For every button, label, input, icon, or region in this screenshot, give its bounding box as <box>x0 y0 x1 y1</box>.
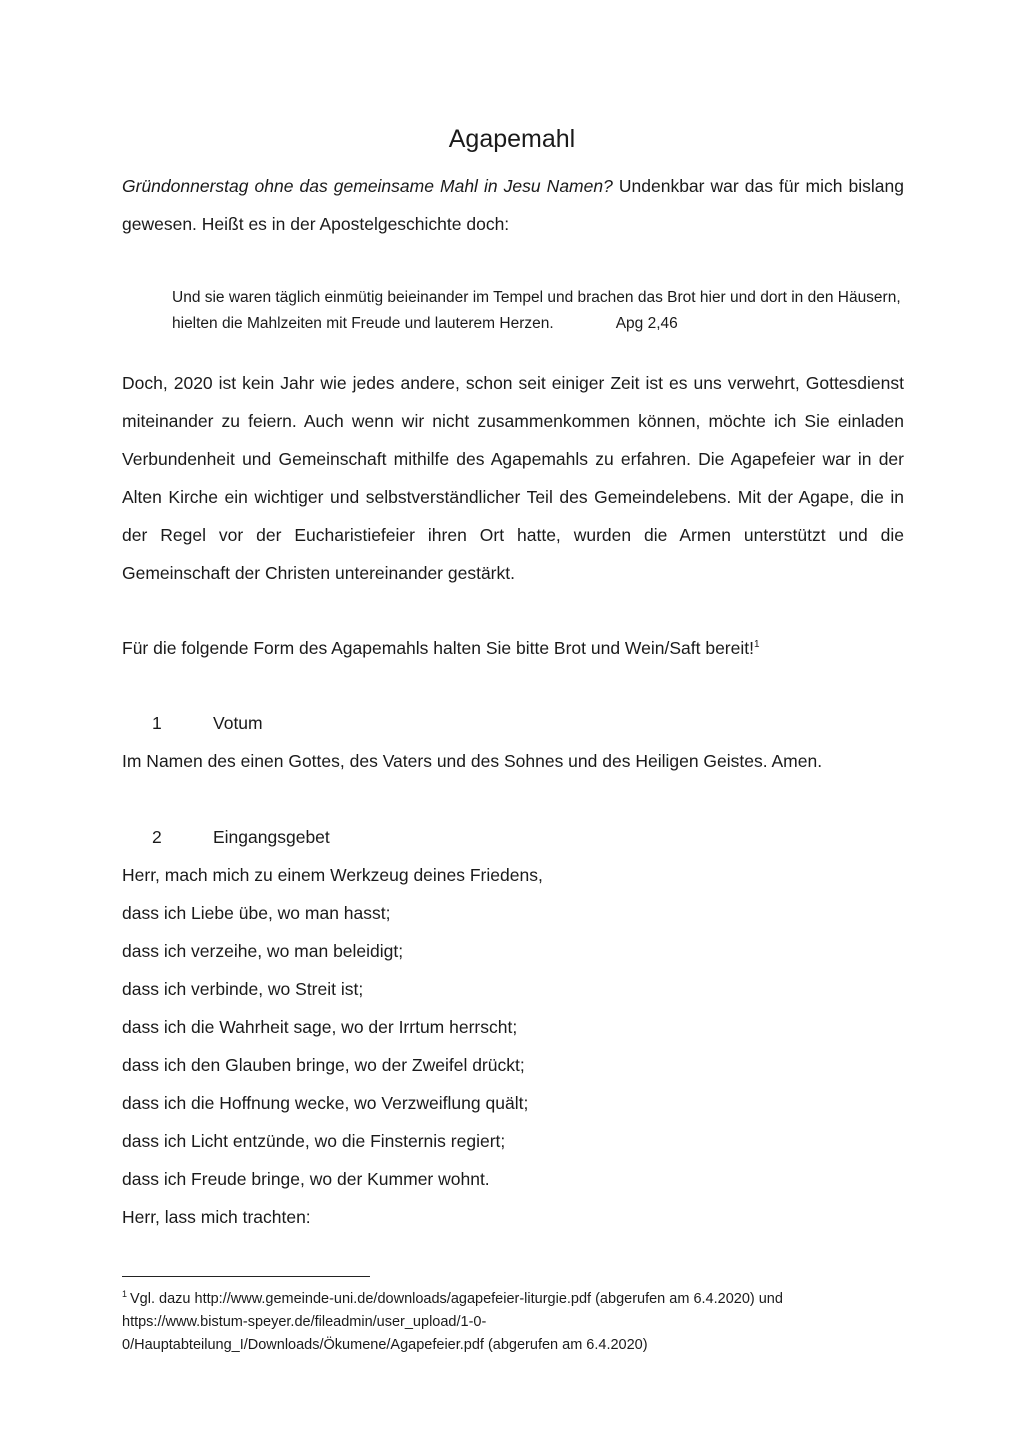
footnote-line: 0/Hauptabteilung_I/Downloads/Ökumene/Agapefeier.pdf (abgerufen am 6.4.2020) <box>122 1337 648 1353</box>
instruction-text: Für die folgende Form des Agapemahls halten Sie bitte Brot und Wein/Saft bereit! <box>122 638 754 658</box>
section-label: Eingangsgebet <box>213 827 330 847</box>
prayer-line: Herr, mach mich zu einem Werkzeug deines Friedens, <box>122 865 543 885</box>
prayer-line: dass ich die Hoffnung wecke, wo Verzweiflung quält; <box>122 1093 529 1113</box>
footnote <box>122 1288 904 1357</box>
quote-reference: Apg 2,46 <box>615 315 678 332</box>
intro-italic-text: Gründonnerstag ohne das gemeinsame Mahl in Jesu Namen? <box>122 176 613 196</box>
section-number: 2 <box>152 827 162 847</box>
paragraph-context: Doch, 2020 ist kein Jahr wie jedes andere, schon seit einiger Zeit ist es uns verwehrt, Gottesdienst miteinander zu feiern. Auch wenn wir nicht zusammenkommen können, möchte ich Sie einladen Verbundenheit und Gemeinschaft mithilfe des Agapemahls zu erfahren. Die Agapefeier war in der Alten Kirche ein wichtiger und selbstverständlicher Teil des Gemeindelebens. Mit der Agape, die in der Regel vor der Eucharistiefeier ihren Ort hatte, wurden die Armen unterstützt und die Gemeinschaft der Christen untereinander gestärkt. <box>122 373 904 583</box>
prayer-lines <box>122 856 543 1236</box>
section-label: Votum <box>213 713 263 733</box>
footnote-marker: 1 <box>753 639 760 651</box>
section-number: 1 <box>152 713 162 733</box>
prayer-line: dass ich den Glauben bringe, wo der Zweifel drückt; <box>122 1055 525 1075</box>
prayer-line: Herr, lass mich trachten: <box>122 1207 311 1227</box>
prayer-line: dass ich Freude bringe, wo der Kummer wohnt. <box>122 1169 490 1189</box>
footnote-text: Vgl. dazu http://www.gemeinde-uni.de/downloads/agapefeier-liturgie.pdf (abgerufen am 6.4.2020) und <box>130 1291 783 1307</box>
footnote-line <box>122 1288 904 1311</box>
prayer-line: dass ich Liebe übe, wo man hasst; <box>122 903 391 923</box>
votum-text: Im Namen des einen Gottes, des Vaters und des Sohnes und des Heiligen Geistes. Amen. <box>122 751 823 771</box>
prayer-line: dass ich Licht entzünde, wo die Finsternis regiert; <box>122 1131 506 1151</box>
intro-paragraph <box>122 167 904 243</box>
prayer-line: dass ich verbinde, wo Streit ist; <box>122 979 364 999</box>
footnote-number: 1 <box>122 1289 128 1300</box>
scripture-quote <box>172 285 904 337</box>
intro-rest-text: Undenkbar war das für mich bislang gewesen. Heißt es in der Apostelgeschichte doch: <box>122 176 904 234</box>
prayer-line: dass ich verzeihe, wo man beleidigt; <box>122 941 404 961</box>
footnote-divider <box>122 1276 370 1277</box>
document-title: Agapemahl <box>448 125 576 153</box>
quote-text: Und sie waren täglich einmütig beieinander im Tempel und brachen das Brot hier und dort in den Häusern, hielten die Mahlzeiten mit Freude und lauterem Herzen. <box>172 289 901 332</box>
prayer-line: dass ich die Wahrheit sage, wo der Irrtum herrscht; <box>122 1017 518 1037</box>
paragraph-instruction <box>122 629 904 667</box>
footnote-line: https://www.bistum-speyer.de/fileadmin/user_upload/1-0- <box>122 1314 487 1330</box>
